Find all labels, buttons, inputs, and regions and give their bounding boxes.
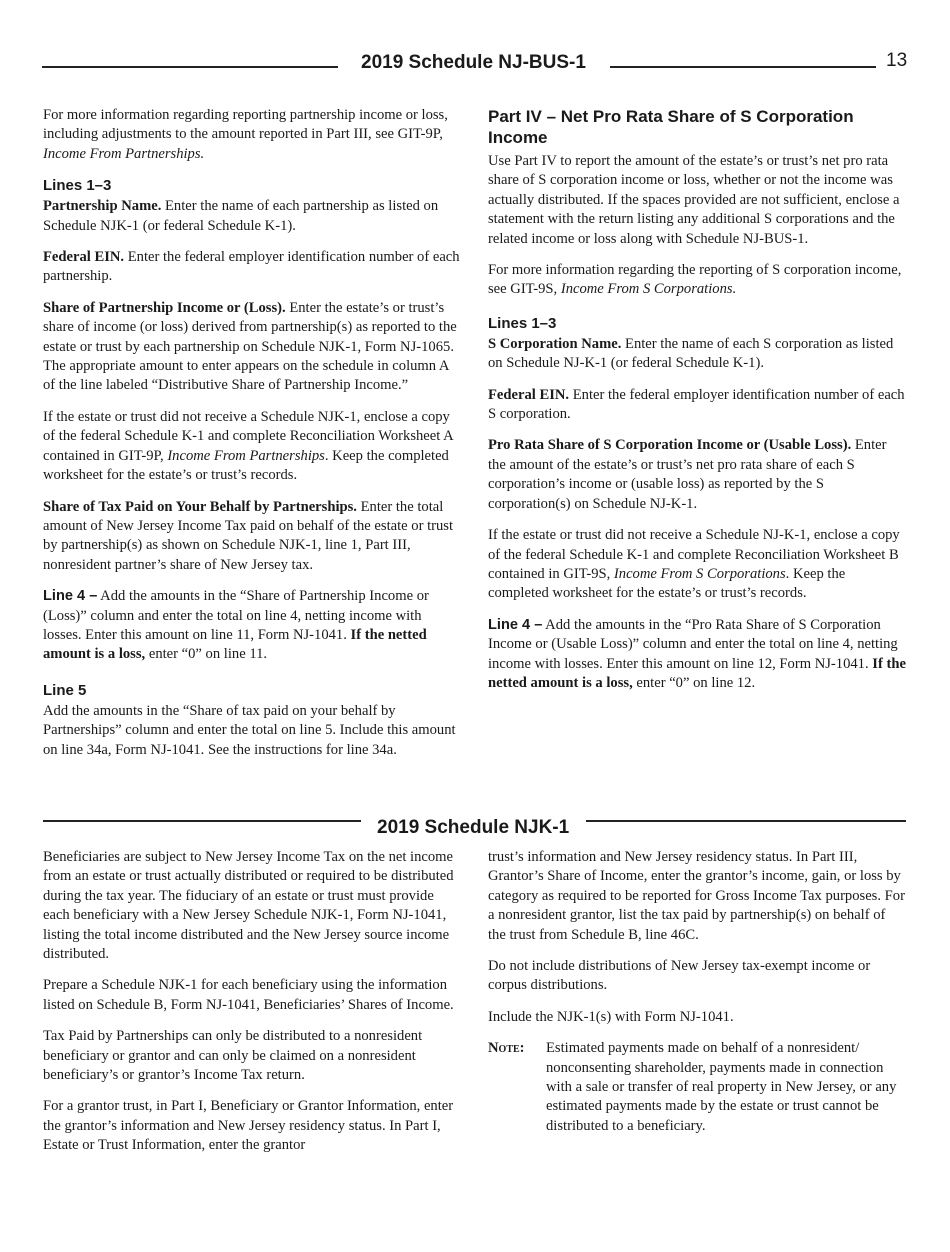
njk1-right-column xyxy=(488,848,906,1136)
njk1-paragraph: trust’s information and New Jersey residency status. In Part III, Grantor’s Share of Income, enter the grantor’s income, gain, or loss by category as required to be reported for Gross Income Tax purposes. For a nonresident grantor, list the tax paid by partnership(s) on behalf of the trust from Schedule B, line 46C. xyxy=(488,849,905,943)
line5-paragraph: Add the amounts in the “Share of tax paid on your behalf by Partnerships” column and enter the total on line 5. Include this amount on line 34a, Form NJ-1041. See the instructions for line 34a. xyxy=(43,702,456,758)
njk1-paragraph: Beneficiaries are subject to New Jersey Income Tax on the net income from an estate or trust actually distributed or required to be distributed during the tax year. The fiduciary of an estate or trust must provide each beneficiary with a New Jersey Schedule NJK-1, Form NJ-1041, listing the total income distributed and the New Jersey source income distributed. xyxy=(43,849,454,963)
section-heading: Lines 1–3 xyxy=(43,177,112,195)
partnership-name-paragraph: Partnership Name. Enter the name of each partnership as listed on Schedule NJK-1 (or federal Schedule K-1). xyxy=(43,198,439,234)
federal-ein-paragraph: Federal EIN. Enter the federal employer identification number of each S corporation. xyxy=(488,386,905,423)
section-heading: Line 5 xyxy=(43,681,87,699)
scorp-name-paragraph: S Corporation Name. Enter the name of each S corporation as listed on Schedule NJ-K-1 (or federal Schedule K-1). xyxy=(488,335,894,372)
note-block xyxy=(488,1039,906,1136)
note-label: Note: xyxy=(488,1040,525,1057)
njk1-paragraph: Do not include distributions of New Jersey tax-exempt income or corpus distributions. xyxy=(488,958,871,994)
line4-paragraph: Line 4 – Add the amounts in the “Share of Partnership Income or (Loss)” column and enter the total on line 4, netting income with losses. Enter this amount on line 11, Form NJ-1041. If the netted amount is a loss, enter “0” on line 11. xyxy=(43,588,429,663)
njk1-rule-left xyxy=(43,820,361,822)
federal-ein-paragraph: Federal EIN. Enter the federal employer identification number of each partnership. xyxy=(43,249,460,285)
no-njk1-paragraph: If the estate or trust did not receive a Schedule NJK-1, enclose a copy of the federal Schedule K-1 and complete Reconciliation Worksheet A contained in GIT-9P, Income From Partnerships. Keep the completed worksheet for the estate’s or trust’s records. xyxy=(43,408,453,484)
page-number: 13 xyxy=(886,50,908,71)
njk1-paragraph: Include the NJK-1(s) with Form NJ-1041. xyxy=(488,1008,734,1025)
pro-rata-paragraph: Pro Rata Share of S Corporation Income or (Usable Loss). Enter the amount of the estate’s or trust’s net pro rata share of each S corporation’s income or (usable loss) as reported by the S corporation(s) on Schedule NJ-K-1. xyxy=(488,437,887,512)
header-rule-right xyxy=(610,66,876,68)
njk1-paragraph: Tax Paid by Partnerships can only be distributed to a nonresident beneficiary or grantor and can only be claimed on a nonresident beneficiary’s or grantor’s Income Tax return. xyxy=(43,1028,423,1084)
intro-paragraph: For more information regarding reporting partnership income or loss, including adjustments to the amount reported in Part III, see GIT-9P, Income From Partnerships. xyxy=(43,107,448,162)
njk1-left-column xyxy=(43,848,461,1168)
share-income-paragraph: Share of Partnership Income or (Loss). Enter the estate’s or trust’s share of income (or loss) derived from partnership(s) as reported to the estate or trust by each partnership on Schedule NJK-1, Form NJ-1065. The appropriate amount to enter appears on the schedule in column A of the line labeled “Distributive Share of Partnership Income.” xyxy=(43,299,457,394)
tax-paid-paragraph: Share of Tax Paid on Your Behalf by Partnerships. Enter the total amount of New Jersey Income Tax paid on behalf of the estate or trust by partnership(s) as shown on Schedule NJK-1, line 1, Part III, nonresident partner’s share of New Jersey tax. xyxy=(43,498,454,573)
njk1-rule-right xyxy=(586,820,906,822)
note-text: Estimated payments made on behalf of a nonresident/ nonconsenting shareholder, payments made in connection with a sale or transfer of real property in New Jersey, or any estimated payments made by the estate or trust cannot be distributed to a beneficiary. xyxy=(546,1040,897,1134)
njk1-paragraph: For a grantor trust, in Part I, Beneficiary or Grantor Information, enter the grantor’s information and New Jersey residency status. In Part I, Estate or Trust Information, enter the grantor xyxy=(43,1098,454,1154)
header-rule-left xyxy=(42,66,338,68)
no-njk1-paragraph: If the estate or trust did not receive a Schedule NJ-K-1, enclose a copy of the federal Schedule K-1 and complete Reconciliation Worksheet B contained in GIT-9S, Income From S Corporations. Keep the completed worksheet for the estate’s or trust’s records. xyxy=(488,527,900,602)
section-heading: Lines 1–3 xyxy=(488,314,557,332)
part4-paragraph: Use Part IV to report the amount of the estate’s or trust’s net pro rata share of S corporation income or loss, whether or not the income was actually distributed. If the spaces provided are not sufficient, enclose a statement with the return listing any additional S corporations and the related income or loss along with Schedule NJ-BUS-1. xyxy=(488,153,900,247)
page-title: 2019 Schedule NJ-BUS-1 xyxy=(361,52,586,73)
right-column xyxy=(488,106,906,705)
njk1-paragraph: Prepare a Schedule NJK-1 for each beneficiary using the information listed on Schedule B, Form NJ-1041, Beneficiaries’ Shares of Income. xyxy=(43,977,454,1013)
part4-heading: Part IV – Net Pro Rata Share of S Corporation Income xyxy=(488,107,854,147)
line4-paragraph: Line 4 – Add the amounts in the “Pro Rata Share of S Corporation Income or (Usable Loss)” column and enter the total on line 4, netting income with losses. Enter this amount on line 12, Form NJ-1041. If the netted amount is a loss, enter “0” on line 12. xyxy=(488,616,906,691)
more-info-paragraph: For more information regarding the reporting of S corporation income, see GIT-9S, Income From S Corporations. xyxy=(488,262,902,298)
left-column xyxy=(43,106,461,772)
njk1-title: 2019 Schedule NJK-1 xyxy=(377,817,570,838)
